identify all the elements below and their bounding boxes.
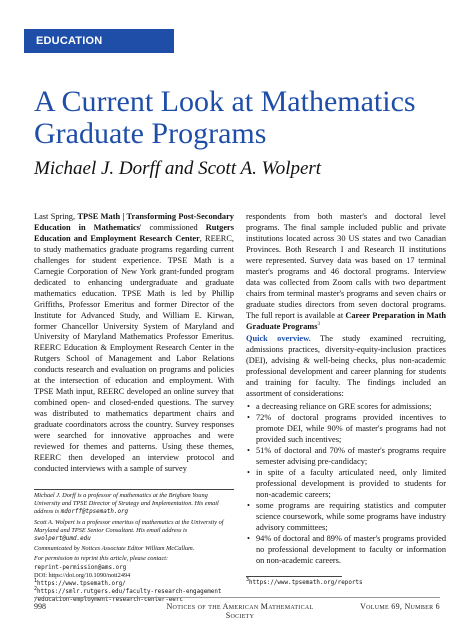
footnotes-right	[246, 579, 446, 587]
overview-heading: Quick overview.	[246, 334, 311, 344]
page-number: 998	[34, 602, 46, 611]
finding-item: • 72% of doctoral programs provided incentives to promote DEI, while 90% of master's programs had not provided such incentives;	[246, 413, 446, 446]
overview-paragraph	[246, 334, 446, 400]
footer-rule	[34, 597, 440, 598]
footnote-1[interactable]: $^1$https://www.tpsemath.org/	[34, 578, 126, 588]
bio-dorff-text: Michael J. Dorff is a professor of mathematics at the Brigham Young University and TPSE Director of Strategy and Implementation. His email address is	[34, 492, 219, 516]
intro-paragraph	[34, 212, 234, 475]
right-column	[246, 212, 446, 567]
reerc-name: Rutgers Education and Employment Research Center	[34, 222, 234, 243]
sample-text: respondents from both master's and doctoral level programs. The final sample included public and private institutions located across 30 US states and two Canadian Provinces. Both Research I and Research II institutions were represented. Survey data was based on 17 terminal master's programs and 46 doctoral programs. Interview data was collected from Zoom calls with two department chairs from terminal master's programs and seven chairs or graduate studies directors from seven doctoral programs. The full report is available at	[246, 212, 446, 320]
footnote-rule-right	[246, 576, 342, 577]
doi-line[interactable]: DOI: https://doi.org/10.1090/noti2494	[34, 571, 131, 579]
sample-paragraph: respondents from both master's and doctoral level programs. The final sample included public and private institutions located across 30 US states and two Canadian Provinces. Both Research I and Research II institutions were represented. Survey data was based on 17 terminal master's programs and 46 doctoral programs. Interview data was collected from Zoom calls with two department chairs from terminal master's programs and seven chairs or graduate studies directors from seven doctoral programs. The full report is available at Career Preparation in Math Graduate Programs$^3$	[246, 212, 447, 331]
finding-item: • 94% of doctoral and 89% of master's programs provided no professional development to faculty or information on non-academic careers.	[246, 534, 446, 567]
report-title: Career Preparation in Math Graduate Programs	[246, 310, 447, 331]
footnote-2-url-b[interactable]: /education-employment-research-center-eerc	[34, 597, 183, 604]
permission-note: For permission to reprint this article, please contact:	[34, 555, 169, 563]
findings-list	[246, 402, 446, 566]
footnote-3-url[interactable]: https://www.tpsemath.org/reports	[249, 580, 363, 586]
finding-item: • some programs are requiring statistics and computer science coursework, while some programs have industry advisory committees;	[246, 501, 446, 534]
dorff-email-link[interactable]: mdorff@tpsemath.org	[60, 509, 129, 516]
finding-item: • in spite of a faculty articulated need, only limited professional development is provided to students for non-academic careers;	[246, 468, 446, 501]
intro-text-2: ' commissioned	[139, 222, 206, 232]
journal-name: Notices of the American Mathematical Society	[166, 602, 314, 620]
wolpert-email-link[interactable]: swolpert@umd.edu	[34, 536, 91, 543]
bio-dorff	[34, 492, 234, 517]
footnote-1-url[interactable]: https://www.tpsemath.org/	[37, 581, 126, 588]
bio-wolpert	[34, 519, 234, 544]
tpse-name: TPSE Math | Transforming Post-Secondary Education in Mathematics	[34, 212, 234, 232]
bio-wolpert-text: Scott A. Wolpert is a professor emeritus of mathematics at the University of Maryland and TPSE Senior Consultant. His email address is	[34, 518, 224, 534]
article-authors: Michael J. Dorff and Scott A. Wolpert	[34, 158, 322, 179]
footnote-2[interactable]: $^2$https://smlr.rutgers.edu/faculty-research-engagement	[34, 586, 222, 596]
finding-item: • a decreasing reliance on GRE scores for admissions;	[246, 402, 446, 413]
finding-item: • 51% of doctoral and 70% of master's programs require semester advising pre-candidacy;	[246, 446, 446, 468]
editor-note: Communicated by Notices Associate Editor William McCallum.	[34, 545, 195, 553]
permission-email-link[interactable]: reprint-permission@ams.org	[34, 564, 127, 571]
intro-text-3: , REERC, to study mathematics graduate programs regarding current challenges for student experience. TPSE Math is a Carnegie Corporation of New York grant-funded program dedicated to enhancing undergraduate and graduate mathematics education. TPSE Math is led by Phillip Griffiths, Professor Emeritus and former Director of the Institute for Advanced Study, and William E. Kirwan, former Chancellor University System of Maryland and University of Maryland Mathematics Professor Emeritus. REERC Education & Employment Research Center in the Rutgers School of Management and Labor Relations conducts research and evaluation on programs and policies at the intersection of education and employment. With TPSE Math input, REERC developed an online survey that combined open- and closed-ended questions. The survey was distributed to mathematics department chairs and graduate coordinators across the country. Survey responses were searched for innovative approaches and were reviewed for themes and patterns. Using these themes, REERC then developed an interview protocol and conducted interviews with a sample of survey	[34, 233, 234, 473]
article-title: A Current Look at Mathematics Graduate Programs	[34, 85, 416, 150]
left-column	[34, 212, 234, 475]
intro-text-1: Last Spring,	[34, 212, 78, 221]
volume-number: Volume 69, Number 6	[360, 602, 440, 611]
footnote-3[interactable]: $^3$https://www.tpsemath.org/reports	[246, 577, 363, 586]
overview-text: The study examined recruiting, admissions practices, diversity-equity-inclusion practices (DEI), advising & well-being checks, plus non-academic professional development and career planning for students and training for faculty. The findings included an assortment of considerations:	[246, 334, 446, 399]
section-label: EDUCATION	[24, 29, 174, 53]
footnote-2-url-a[interactable]: https://smlr.rutgers.edu/faculty-research-engagement	[37, 589, 222, 596]
footnote-rule-left	[34, 489, 234, 490]
footnotes-left	[34, 492, 234, 605]
